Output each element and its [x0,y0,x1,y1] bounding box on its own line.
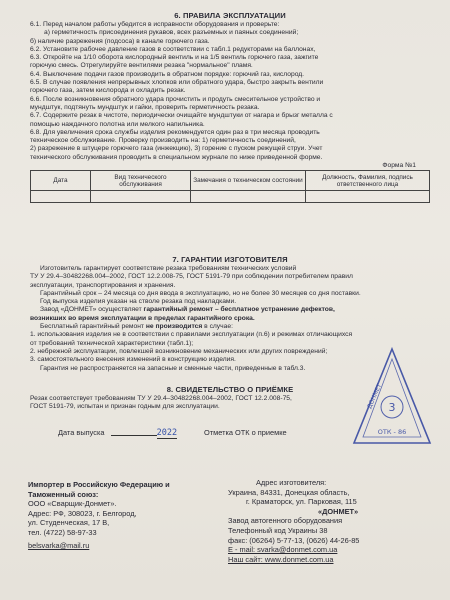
warranty-line: 1. использования изделия не в соответствии с правилами эксплуатации (п.6) и режимах отличающихся [30,331,353,339]
rule-line: 6.7. Содержите резак в чистоте, периодически очищайте мундштуки от нагара и брызг металла с [30,112,333,120]
maker-brand: «ДОНМЕТ» [318,506,359,516]
rule-line: 6.4. Выключение подачи газов производить в обратном порядке: горючий газ, кислород. [30,70,305,78]
rule-line: 6.2. Установите рабочее давление газов в соответствии с табл.1 редукторами на баллонах, [30,45,316,53]
importer-phone: тел. (4722) 58-97-33 [28,527,97,537]
maker-line: Украина, 84331, Донецкая область, [228,487,350,497]
section-6-text [30,21,430,162]
warranty-line: Гарантия не распространяется на запасные и сменные части, приведенные в табл.3. [40,364,306,372]
warranty-line: Изготовитель гарантирует соответствие резака требованиям технических условий [40,265,297,272]
rule-line: помощью наждачного полотна или мелкого напильника. [30,120,205,128]
table-row [31,191,430,203]
table-header: Вид технического обслуживания [91,171,191,191]
warranty-text: Завод «ДОНМЕТ» осуществляет [40,306,144,314]
warranty-bold-line: возникших во время эксплуатации в пределах гарантийного срока. [30,314,255,322]
rule-line: 6.3. Откройте на 1/10 оборота кислородный вентиль и на 1/5 вентиль горючего газа, зажгите [30,54,319,62]
rule-line: 6.6. После возникновения обратного удара прочистить и продуть смесительное устройство и [30,95,321,103]
stamp-text: ДОНМЕТ [366,382,384,410]
maker-fax: факс: (06264) 5-77-13, (0626) 44-26-85 [228,535,360,545]
importer-line: Адрес: РФ, 308023, г. Белгород, [28,508,137,518]
rule-line: 6.1. Перед началом работы убедится в исправности оборудования и проверьте: [30,21,280,28]
importer-line: ООО «Сварщик-Донмет». [28,499,117,509]
table-header: Дата [31,171,91,191]
maintenance-log-table [30,170,430,203]
section-8-title: 8. СВИДЕТЕЛЬСТВО О ПРИЁМКЕ [166,385,294,394]
warranty-line: 2. небрежной эксплуатации, повлекшей возникновение механических или других повреждений; [30,347,328,355]
manufacturer-info [228,478,428,564]
table-cell [31,191,91,203]
maker-line: Адрес изготовителя: [256,478,327,487]
rule-line: б) наличие разрежения (подсоса) в канале горючего газа. [30,37,210,45]
maker-line: Телефонный код Украины 38 [228,525,328,535]
stamp-otk: ОТК - 86 [377,428,407,436]
section-operation-rules [30,11,430,203]
importer-heading: Импортер в Российскую Федерацию и [28,480,170,489]
rule-line: технического обслуживания проводить в специальном журнале по ниже приведенной форме. [30,153,323,161]
warranty-line: эксплуатации, транспортирования и хранения. [30,281,176,289]
table-cell [191,191,306,203]
acceptance-line: ГОСТ 5191-79, испытан и признан годным для эксплуатации. [30,403,220,411]
rule-line: техническое обслуживание. Проверку производить на: 1) герметичность соединений, [30,137,296,145]
rule-line: горючую смесь. Отрегулируйте вентилями резака "нормальное" пламя. [30,62,253,70]
maker-website-link[interactable]: Наш сайт: www.donmet.com.ua [228,554,334,564]
importer-heading: Таможенный союз: [28,489,99,499]
release-date [58,428,177,438]
rule-line: 2) разрежение в штуцере горючего газа (инжекцию), 3) горение с пуском режущей струи. Учет [30,145,323,153]
warranty-line: Год выпуска изделия указан на стволе резака под накладками. [40,298,237,306]
rule-line: 6.8. Для увеличения срока службы изделия рекомендуется один раз в три месяца проводить [30,128,320,136]
warranty-line: 3. самостоятельного внесения изменений в конструкцию изделия. [30,356,236,364]
warranty-line [30,323,430,331]
importer-line: ул. Студенческая, 17 В, [28,518,110,528]
release-year: 2022 [156,428,178,438]
form-label: Форма №1 [382,162,416,170]
maker-line: Завод автогенного оборудования [228,516,343,526]
warranty-text: Бесплатный гарантийный ремонт [40,323,146,331]
table-header: Замечания о техническом состоянии [191,171,306,191]
acceptance-line: Резак соответствует требованиям ТУ У 29.4–30482268.004–2002, ГОСТ 12.2.008-75, [30,395,292,402]
warranty-bold-text: не производится [145,323,203,331]
warranty-line: Гарантийный срок – 24 месяца со дня ввода в эксплуатацию, но не более 30 месяцев со дня поставки. [40,289,361,297]
stamp-number: 3 [388,401,396,414]
qc-mark-label: Отметка ОТК о приемке [204,428,287,437]
table-header: Должность, Фамилия, подпись ответственного лица [306,171,430,191]
warranty-line [30,306,430,314]
table-cell [91,191,191,203]
section-7-title: 7. ГАРАНТИИ ИЗГОТОВИТЕЛЯ [172,255,288,264]
rule-line: а) герметичность присоединения рукавов, всех разъемных и паяных соединений; [44,29,299,37]
rule-line: горючего газа, затем кислорода и охладить резак. [30,87,186,95]
importer-info [28,480,233,550]
rule-line: мундштук, подтянуть мундштук и гайки, проверить герметичность резака. [30,103,260,111]
warranty-line: от требований технической характеристики (табл.1); [30,339,194,347]
release-date-label: Дата выпуска [58,428,105,437]
table-cell [306,191,430,203]
section-6-title: 6. ПРАВИЛА ЭКСПЛУАТАЦИИ [174,11,286,20]
qc-stamp [350,345,434,449]
maker-email-link[interactable]: E - mail: svarka@donmet.com.ua [228,545,338,555]
qc-mark [204,428,287,437]
importer-email-link[interactable]: belsvarka@mail.ru [28,540,90,550]
warranty-line: ТУ У 29.4–30482268.004–2002, ГОСТ 12.2.008-75, ГОСТ 5191-79 при соблюдении потребителем правил [30,273,353,281]
maker-line: г. Краматорск, ул. Парковая, 115 [246,497,357,507]
date-line [111,435,157,436]
warranty-text: в случае: [202,323,233,331]
warranty-bold-text: гарантийный ремонт – бесплатное устранение дефектов, [143,306,335,314]
rule-line: 6.5. В случае появления непрерывных хлопков или обратного удара, быстро закрыть вентили [30,79,324,87]
